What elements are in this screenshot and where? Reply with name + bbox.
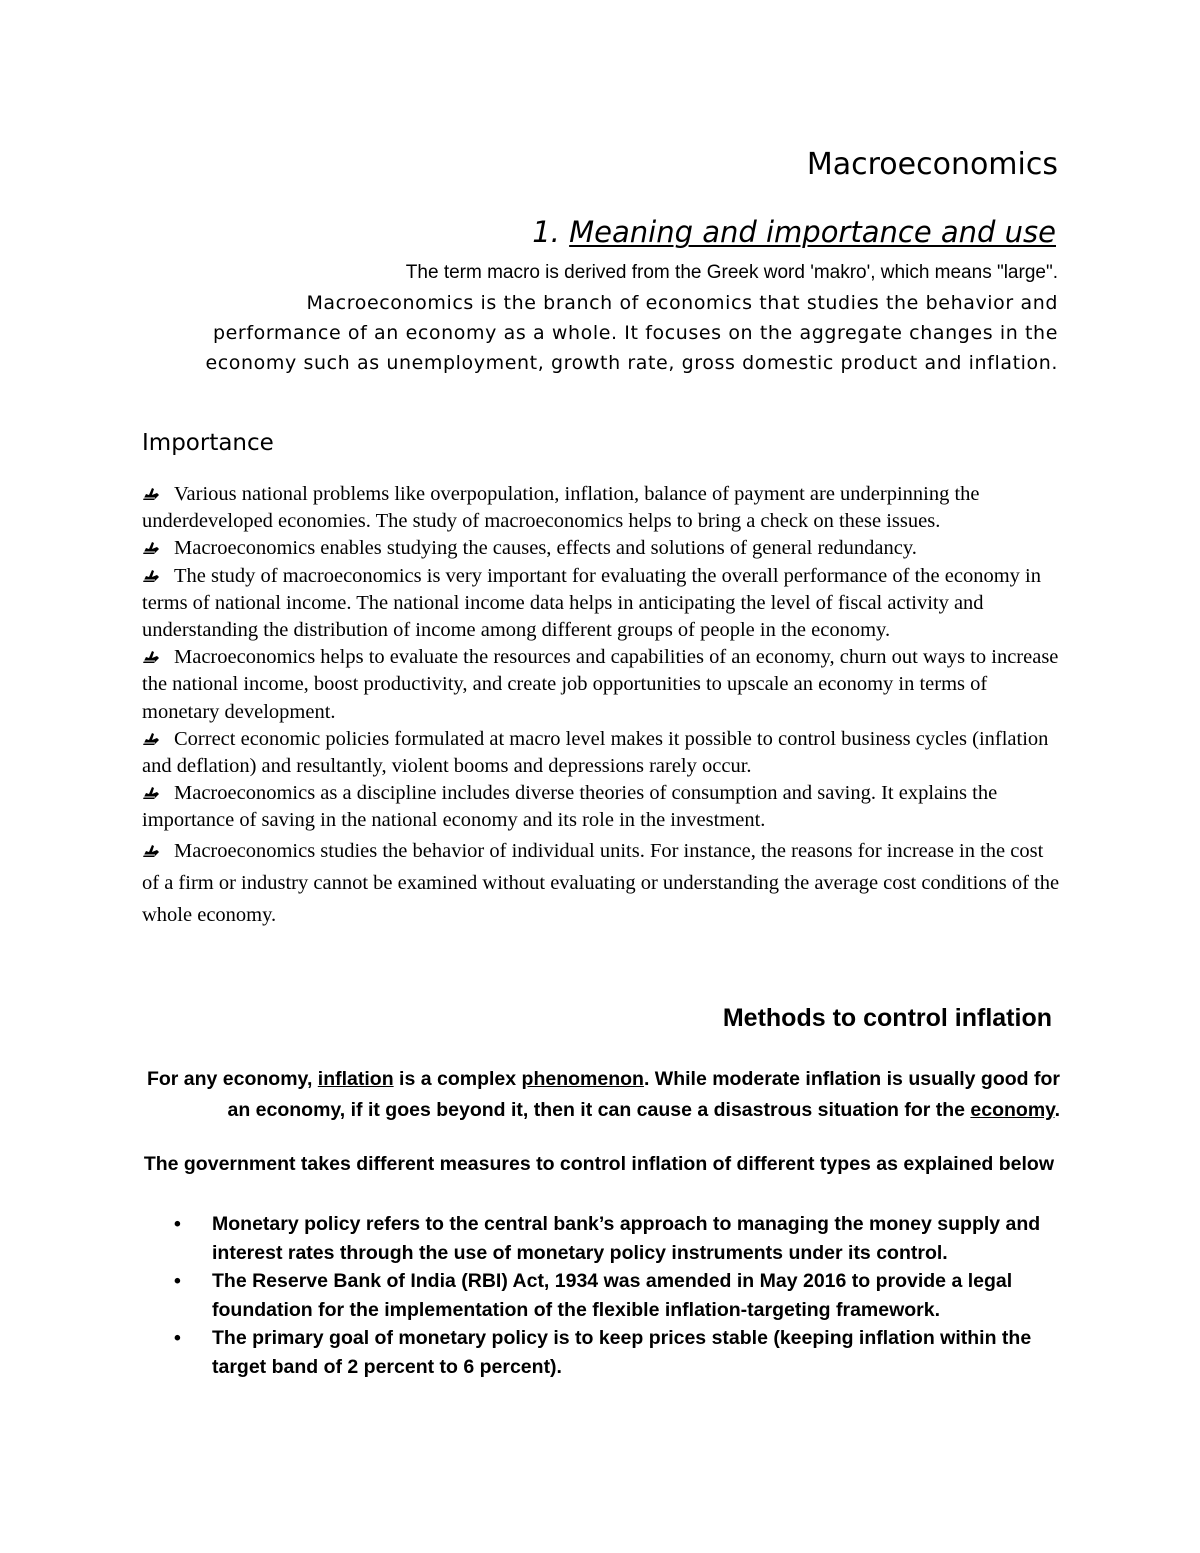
intro-definition: Macroeconomics is the branch of economics that studies the behavior and performance of an economy as a whole. It focuses on the aggregate changes in the economy such as unemployment, growth rate, gross domestic product and inflation. (205, 292, 1058, 374)
intro-text: . (1054, 1099, 1060, 1121)
importance-item-text: The study of macroeconomics is very important for evaluating the overall performance of the economy in terms of national income. The national income data helps in anticipating the level of fiscal activity and understanding the distribution of income among different groups of people in the economy. (142, 564, 1041, 642)
document-title: Macroeconomics (806, 147, 1058, 182)
bullet-dot: • (174, 1270, 181, 1292)
importance-item-text: Macroeconomics as a discipline includes diverse theories of consumption and saving. It explains the importance of saving in the national economy and its role in the investment. (142, 782, 998, 832)
methods-heading: Methods to control inflation (722, 1004, 1052, 1032)
economy-link[interactable]: economy (970, 1099, 1055, 1121)
list-item (142, 644, 1062, 726)
importance-item-text: Macroeconomics helps to evaluate the resources and capabilities of an economy, churn out ways to increase the national income, boost productivity, and create job opportunities to upscale an economy in terms of monetary development. (142, 646, 1059, 723)
policy-item-text: Monetary policy refers to the central bank’s approach to managing the money supply and interest rates through the use of monetary policy instruments under its control. (212, 1213, 1041, 1264)
list-item (142, 726, 1062, 780)
list-item (142, 780, 1062, 834)
bullet-dot: • (174, 1327, 181, 1349)
writing-hand-icon (142, 730, 160, 746)
importance-heading: Importance (142, 430, 274, 456)
writing-hand-icon (142, 784, 160, 800)
rbi-act-name: Reserve Bank of India (RBI) Act, 1934 (252, 1270, 599, 1292)
writing-hand-icon (142, 648, 160, 664)
bullet-dot: • (174, 1213, 181, 1235)
policy-list (174, 1210, 1072, 1381)
list-item (142, 481, 1062, 535)
phenomenon-link[interactable]: phenomenon (521, 1068, 644, 1090)
writing-hand-icon (142, 485, 160, 501)
importance-item-text: Macroeconomics studies the behavior of individual units. For instance, the reasons for increase in the cost of a firm or industry cannot be examined without evaluating or understanding the average cost conditions of the whole economy. (142, 839, 1060, 926)
list-item (174, 1210, 1072, 1267)
writing-hand-icon (142, 539, 160, 555)
intro-line-etymology: The term macro is derived from the Greek word 'makro', which means "large". (405, 262, 1058, 283)
policy-item-text: was amended in May 2016 to provide a legal foundation for the implementation of the flexible inflation-targeting framework. (212, 1270, 1013, 1321)
importance-item-text: Various national problems like overpopulation, inflation, balance of payment are underpinning the underdeveloped economies. The study of macroeconomics helps to bring a check on these issues. (142, 483, 980, 533)
policy-item-text: The primary goal of monetary policy is to keep prices stable (keeping inflation within the target band of 2 percent to 6 percent). (212, 1327, 1032, 1378)
methods-intro-paragraph (142, 1064, 1060, 1126)
section-heading-meaning (420, 214, 1056, 250)
policy-item-text: The (212, 1270, 253, 1292)
intro-text: . While moderate inflation is usually good for an economy, if it goes beyond it, then it can cause a disastrous situation for the (227, 1068, 1060, 1121)
writing-hand-icon (142, 842, 160, 858)
list-item (142, 535, 1062, 562)
list-item (142, 563, 1062, 645)
section-heading-text: Meaning and importance and use (569, 215, 1056, 249)
importance-list (142, 481, 1062, 931)
section-number: 1. (532, 215, 560, 249)
writing-hand-icon (142, 567, 160, 583)
importance-item-text: Correct economic policies formulated at macro level makes it possible to control business cycles (inflation and deflation) and resultantly, violent booms and depressions rarely occur. (142, 727, 1049, 778)
intro-paragraph (200, 258, 1058, 378)
importance-item-text: Macroeconomics enables studying the causes, effects and solutions of general redundancy. (174, 537, 917, 560)
list-item (174, 1324, 1072, 1381)
list-item (142, 835, 1062, 931)
inflation-link[interactable]: inflation (317, 1068, 394, 1090)
intro-text: For any economy, (146, 1068, 318, 1090)
list-item (174, 1267, 1072, 1324)
intro-text: is a complex (393, 1068, 522, 1090)
government-measures-line: The government takes different measures to control inflation of different types as explained below (143, 1153, 1054, 1175)
